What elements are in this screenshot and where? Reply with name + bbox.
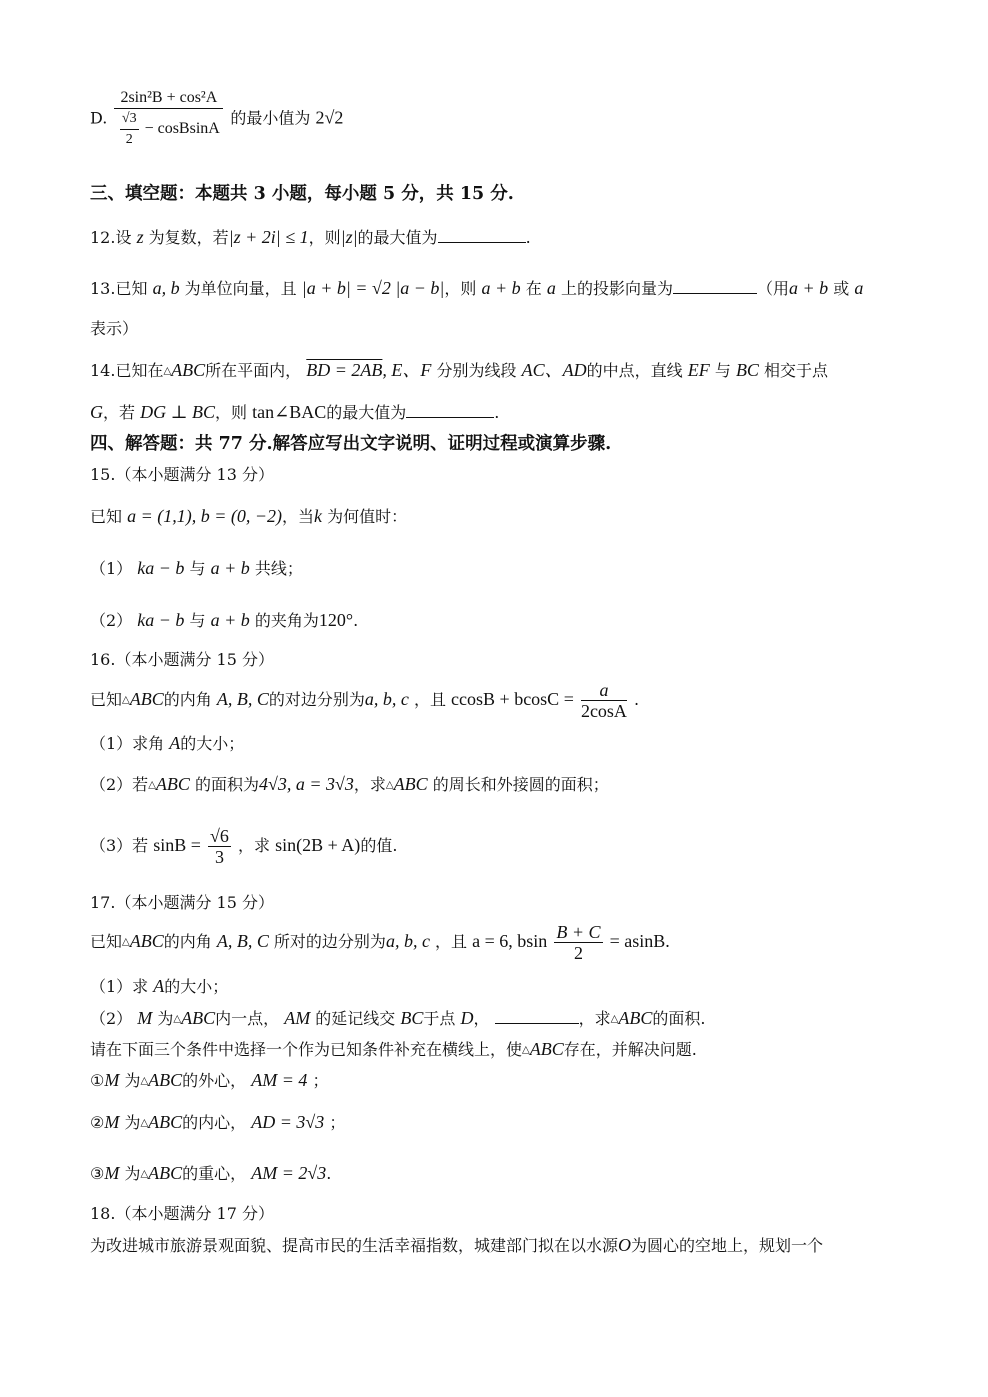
- question-14-line2: [90, 401, 499, 424]
- text: （1）求角: [90, 734, 165, 753]
- text: 已知: [115, 279, 148, 298]
- part-label: （1）: [90, 559, 133, 578]
- math: ABC: [171, 360, 206, 380]
- triangle-icon: △: [163, 365, 172, 377]
- triangle-icon: △: [610, 1013, 619, 1025]
- text: .: [326, 1164, 332, 1183]
- math: A: [153, 976, 165, 996]
- math: ka − b: [137, 558, 185, 578]
- fraction: [554, 922, 602, 963]
- text: 分别为线段: [436, 361, 517, 380]
- math: z: [136, 227, 144, 247]
- text: 的值.: [360, 836, 398, 855]
- question-number: 12.: [90, 228, 116, 247]
- triangle-icon: △: [148, 779, 156, 791]
- math: a = (1,1), b = (0, −2): [127, 506, 283, 526]
- option-value: 2√2: [315, 107, 344, 128]
- text: 的中点，直线: [586, 361, 683, 380]
- question-17-condition2: [90, 1111, 345, 1135]
- question-16-part2: [90, 773, 609, 797]
- math: AC、AD: [521, 360, 587, 380]
- question-17-part2: [90, 1007, 705, 1031]
- text: 为: [124, 1071, 141, 1090]
- text: （2）: [90, 1009, 133, 1028]
- fraction-denominator: 3: [214, 847, 224, 867]
- text: 的外心，: [182, 1071, 247, 1090]
- math: BC: [400, 1008, 424, 1028]
- math: M: [104, 1163, 120, 1183]
- text: 为圆心的空地上，规划一个: [631, 1236, 824, 1255]
- answer-blank[interactable]: [495, 1007, 579, 1024]
- question-number: 14.: [90, 361, 116, 380]
- text: 为何值时：: [327, 507, 408, 526]
- condition-mark: ②: [90, 1113, 105, 1132]
- text: （用: [756, 279, 789, 298]
- math: |z|: [340, 227, 358, 247]
- text: 所在平面内，: [205, 361, 302, 380]
- text: ，且: [413, 690, 446, 709]
- text: 的大小；: [164, 977, 229, 996]
- question-13: [90, 277, 863, 300]
- fraction-numerator: 2sin²B + cos²A: [114, 88, 223, 109]
- math: DG ⊥ BC: [140, 402, 216, 422]
- math: ABC: [529, 1039, 564, 1059]
- question-15-part2: [90, 609, 358, 632]
- text: ，求: [353, 775, 386, 794]
- condition-mark: ③: [90, 1164, 105, 1183]
- option-d: [90, 88, 343, 150]
- text: ，若: [103, 403, 136, 422]
- math: ABC: [393, 774, 428, 794]
- text: 的重心，: [182, 1164, 247, 1183]
- text: ，则: [215, 403, 248, 422]
- math: A: [169, 733, 181, 753]
- fraction-numerator: B + C: [556, 922, 601, 942]
- inner-fraction: [120, 109, 139, 150]
- text: 的面积为: [194, 775, 259, 794]
- condition-mark: ①: [90, 1071, 105, 1090]
- fraction-denominator: [114, 109, 223, 150]
- math: A, B, C: [216, 931, 269, 951]
- text: 为: [157, 1009, 174, 1028]
- text: ，则: [308, 228, 341, 247]
- text: 已知: [90, 690, 123, 709]
- text: 上的投影向量为: [560, 279, 673, 298]
- question-17-condition3: [90, 1162, 331, 1186]
- text: （1）求: [90, 977, 149, 996]
- text: ，求: [578, 1009, 611, 1028]
- question-17-header: 17.（本小题满分 15 分）: [90, 893, 274, 912]
- text: ，求: [238, 836, 271, 855]
- denominator-rest: − cosBsinA: [144, 120, 220, 138]
- triangle-icon: △: [140, 1075, 149, 1087]
- triangle-icon: △: [522, 1044, 530, 1056]
- text: 所对的边分别为: [273, 932, 386, 951]
- text: 设: [115, 228, 132, 247]
- question-18-stem: [90, 1234, 823, 1257]
- question-17-choose: [90, 1038, 697, 1062]
- math: ABC: [618, 1008, 653, 1028]
- text: 的最大值为: [326, 403, 407, 422]
- math: a, b, c: [385, 931, 430, 951]
- math: a: [854, 278, 864, 298]
- question-16-header: 16.（本小题满分 15 分）: [90, 650, 274, 669]
- inner-numerator: √3: [120, 109, 139, 130]
- section-4-title: 四、解答题：共 77 分.解答应写出文字说明、证明过程或演算步骤.: [90, 434, 612, 454]
- inner-denominator: 2: [125, 132, 133, 147]
- question-17-part1: [90, 975, 228, 998]
- question-12: [90, 226, 531, 249]
- text: ；: [329, 1113, 346, 1132]
- question-15-stem: [90, 505, 407, 528]
- math: EF: [687, 360, 710, 380]
- math: a = 6, bsin: [472, 931, 548, 951]
- math: D: [460, 1008, 474, 1028]
- math: M: [104, 1070, 120, 1090]
- question-13-line2: 表示）: [90, 319, 139, 338]
- question-16-part1: [90, 732, 244, 755]
- text: 内一点，: [215, 1009, 280, 1028]
- text: 的最大值为: [357, 228, 438, 247]
- math: a + b: [210, 558, 250, 578]
- text: 的面积.: [652, 1009, 706, 1028]
- math: 4√3, a = 3√3: [259, 774, 354, 794]
- math: AM = 2√3: [251, 1163, 327, 1183]
- text: .: [353, 611, 359, 630]
- math: M: [104, 1112, 120, 1132]
- text: ，则: [444, 279, 477, 298]
- text: 为单位向量，且: [184, 279, 297, 298]
- text: 与: [189, 559, 206, 578]
- fraction-numerator: √6: [210, 826, 229, 846]
- math: A, B, C: [216, 689, 269, 709]
- text: 与: [714, 361, 731, 380]
- triangle-icon: △: [385, 779, 394, 791]
- math: |z + 2i| ≤ 1: [228, 227, 309, 247]
- text: ，: [473, 1009, 490, 1028]
- text: 的大小；: [180, 734, 245, 753]
- text: .: [634, 690, 640, 709]
- option-label: D.: [90, 108, 108, 128]
- math: ABC: [181, 1008, 216, 1028]
- question-15-header: 15.（本小题满分 13 分）: [90, 465, 274, 484]
- question-16-part3: [90, 826, 397, 867]
- text: ；: [312, 1071, 329, 1090]
- math: M: [137, 1008, 153, 1028]
- text: 或: [833, 279, 850, 298]
- math: AM = 4: [251, 1070, 308, 1090]
- math: sin(2B + A): [275, 835, 361, 855]
- triangle-icon: △: [140, 1168, 149, 1180]
- question-15-part1: [90, 557, 303, 580]
- math: ccosB + bcosC =: [451, 689, 574, 709]
- question-number: 13.: [90, 279, 116, 298]
- part-label: （2）: [90, 611, 133, 630]
- math: tan∠BAC: [252, 402, 327, 422]
- text: 请在下面三个条件中选择一个作为已知条件补充在横线上，使: [90, 1040, 523, 1059]
- text: 为复数，若: [148, 228, 229, 247]
- math: ABC: [129, 931, 164, 951]
- math: ka − b: [137, 610, 185, 630]
- question-17-stem: [90, 922, 670, 963]
- math: ABC: [129, 689, 164, 709]
- question-16-stem: [90, 680, 639, 721]
- text: .: [525, 228, 531, 247]
- fraction: [208, 826, 231, 867]
- fraction-denominator: 2cosA: [580, 701, 627, 721]
- answer-blank[interactable]: [406, 401, 494, 418]
- text: 的内角: [163, 932, 212, 951]
- text: 为: [124, 1164, 141, 1183]
- triangle-icon: △: [140, 1117, 149, 1129]
- text: 的夹角为: [254, 611, 319, 630]
- text: 已知: [90, 507, 123, 526]
- math: ABC: [155, 774, 190, 794]
- text: ，且: [435, 932, 468, 951]
- math: G: [90, 402, 103, 422]
- text: 在: [525, 279, 542, 298]
- option-text: 的最小值为: [230, 108, 311, 128]
- math: BD = 2AB: [306, 360, 383, 380]
- math: 120°: [318, 610, 354, 630]
- triangle-icon: △: [173, 1013, 182, 1025]
- math: = asinB.: [609, 931, 670, 951]
- math: ABC: [148, 1112, 183, 1132]
- text: ，当: [282, 507, 315, 526]
- text: 的对边分别为: [268, 690, 365, 709]
- text: 于点: [423, 1009, 456, 1028]
- text: （3）若: [90, 836, 149, 855]
- math: ABC: [148, 1163, 183, 1183]
- text: 共线；: [254, 559, 303, 578]
- math: a + b: [788, 278, 829, 298]
- math: k: [314, 506, 323, 526]
- text: 相交于点: [764, 361, 829, 380]
- math: |a + b| = √2 |a − b|: [301, 278, 445, 298]
- text: 为: [124, 1113, 141, 1132]
- text: （2）若: [90, 775, 149, 794]
- math: AM: [284, 1008, 311, 1028]
- math: a, b, c: [364, 689, 409, 709]
- math: , E、F: [382, 360, 432, 380]
- math: a + b: [210, 610, 250, 630]
- text: 为改进城市旅游景观面貌、提高市民的生活幸福指数，城建部门拟在以水源: [90, 1236, 619, 1255]
- fraction-denominator: 2: [573, 943, 583, 963]
- answer-blank[interactable]: [438, 226, 526, 243]
- fraction-numerator: a: [581, 680, 627, 701]
- text: 已知在: [115, 361, 164, 380]
- question-14: [90, 359, 828, 383]
- text: 的内角: [163, 690, 212, 709]
- math: a: [546, 278, 556, 298]
- math: a, b: [152, 278, 180, 298]
- question-17-condition1: [90, 1069, 329, 1093]
- triangle-icon: △: [122, 936, 130, 948]
- text: 存在，并解决问题.: [563, 1040, 697, 1059]
- triangle-icon: △: [122, 694, 130, 706]
- text: 的延记线交: [315, 1009, 396, 1028]
- text: 已知: [90, 932, 123, 951]
- math: O: [618, 1235, 632, 1255]
- math: BC: [735, 360, 759, 380]
- fraction: [114, 88, 223, 150]
- math: ABC: [148, 1070, 183, 1090]
- text: .: [494, 403, 500, 422]
- fraction: [581, 680, 627, 721]
- math: AD = 3√3: [251, 1112, 325, 1132]
- text: 的内心，: [182, 1113, 247, 1132]
- math: a + b: [481, 278, 521, 298]
- section-3-title: 三、填空题：本题共 3 小题，每小题 5 分，共 15 分.: [90, 184, 514, 204]
- answer-blank[interactable]: [673, 277, 757, 294]
- question-18-header: 18.（本小题满分 17 分）: [90, 1204, 274, 1223]
- math: sinB =: [153, 835, 201, 855]
- text: 与: [189, 611, 206, 630]
- text: 的周长和外接圆的面积；: [432, 775, 609, 794]
